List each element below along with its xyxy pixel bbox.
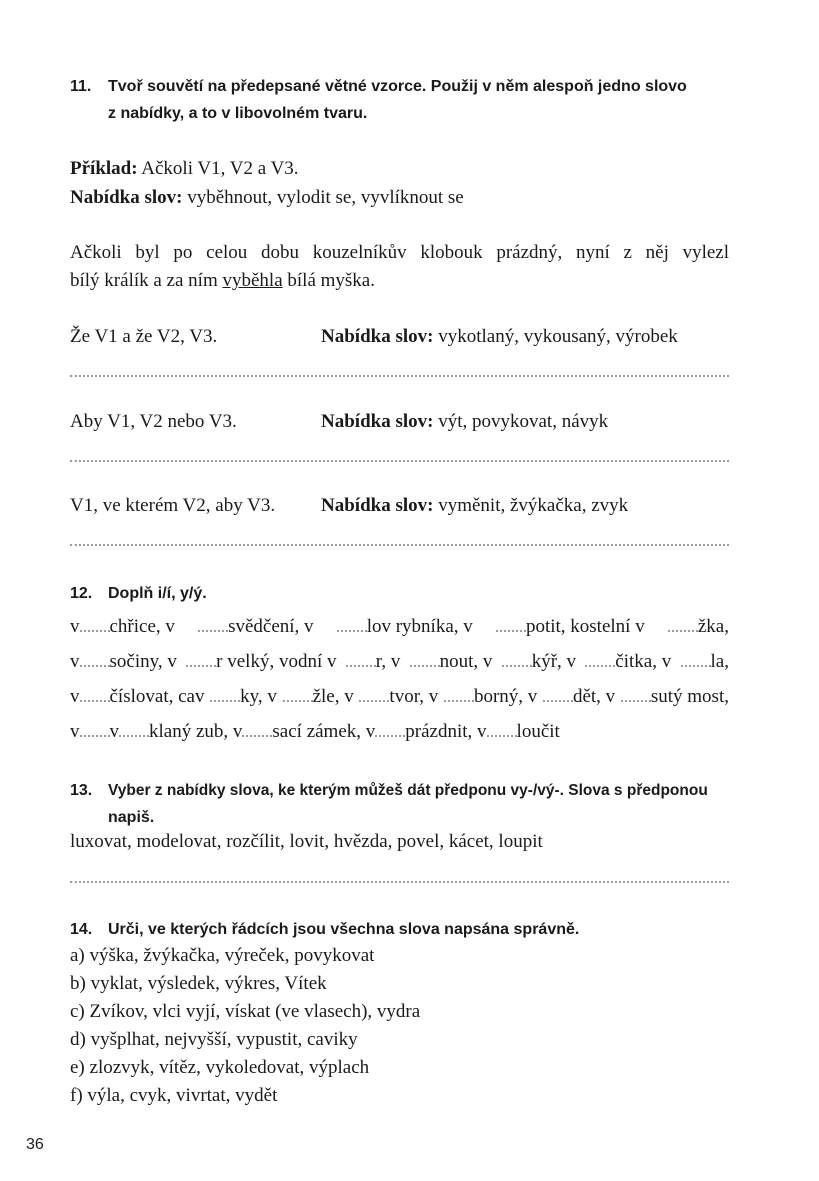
option-a[interactable]: a) výška, žvýkačka, výreček, povykovat (70, 945, 375, 966)
blank[interactable] (80, 664, 110, 667)
task-instruction: Doplň i/í, y/ý. (108, 585, 207, 602)
task-14-heading (70, 916, 770, 943)
offer-label: Nabídka slov: (321, 326, 434, 347)
example-sentence-part: bílá myška. (282, 270, 375, 291)
answer-line-2[interactable] (70, 460, 729, 462)
option-c[interactable]: c) Zvíkov, vlci vyjí, vískat (ve vlasech), vydra (70, 1001, 421, 1022)
fill-segment: žle, v (283, 686, 354, 708)
offer-words: luxovat, modelovat, rozčílit, lovit, hvězda, povel, kácet, loupit (70, 831, 543, 852)
example-sentence-part: bílý králík a za ním (70, 270, 223, 291)
example-line (70, 158, 299, 180)
blank[interactable] (502, 664, 532, 667)
task-12-heading (70, 580, 770, 607)
fill-segment: žka, (668, 616, 729, 638)
blank[interactable] (80, 734, 110, 737)
fill-segment: r velký, vodní v (186, 651, 336, 673)
task-instruction-line-2: napiš. (108, 809, 155, 826)
fill-segment: nout, v (410, 651, 493, 673)
task-number: 13. (70, 782, 93, 799)
pattern: Aby V1, V2 nebo V3. (70, 411, 237, 432)
pattern-row-3-offer (321, 495, 628, 517)
task-instruction: Urči, ve kterých řádcích jsou všechna slova napsána správně. (108, 921, 580, 938)
fill-line-4: v v klaný zub, v sací zámek, v prázdnit, v loučit (70, 721, 560, 742)
pattern-row-1-offer (321, 326, 678, 348)
fill-segment: čitka, v (585, 651, 671, 673)
blank[interactable] (198, 629, 228, 632)
blank[interactable] (681, 664, 711, 667)
task-13-heading (70, 777, 790, 831)
pattern-row-2 (70, 411, 237, 433)
example-label: Příklad: (70, 158, 138, 179)
fill-segment: dět, v (543, 686, 615, 708)
task-number: 11. (70, 78, 92, 95)
offer-words: vykotlaný, vykousaný, výrobek (433, 326, 678, 347)
fill-segment: svědčení, v (198, 616, 313, 638)
task-instruction-line-2: z nabídky, a to v libovolném tvaru. (108, 105, 368, 122)
blank[interactable] (119, 734, 149, 737)
blank[interactable] (621, 699, 651, 702)
offer-label: Nabídka slov: (321, 411, 434, 432)
fill-segment: v chřice, v (70, 616, 175, 637)
task-instruction-line-1: Vyber z nabídky slova, ke kterým můžeš dát předponu vy-/vý-. Slova s předponou (108, 782, 708, 799)
answer-line[interactable] (70, 881, 729, 883)
example-offer-words: vyběhnout, vylodit se, vyvlíknout se (182, 187, 464, 208)
fill-segment: kýř, v (502, 651, 576, 673)
blank[interactable] (668, 629, 698, 632)
pattern-row-1 (70, 326, 217, 348)
fill-segment: r, v (346, 651, 401, 673)
offer-label: Nabídka slov: (321, 495, 434, 516)
option-e[interactable]: e) zlozvyk, vítěz, vykoledovat, výplach (70, 1057, 370, 1078)
answer-line-3[interactable] (70, 544, 729, 546)
blank[interactable] (346, 664, 376, 667)
pattern-row-2-offer (321, 411, 608, 433)
blank[interactable] (543, 699, 573, 702)
blank[interactable] (80, 699, 110, 702)
task-11-heading (70, 73, 770, 129)
blank[interactable] (186, 664, 216, 667)
blank[interactable] (283, 699, 313, 702)
offer-label: Nabídka slov: (70, 187, 183, 208)
offer-words: vyměnit, žvýkačka, zvyk (433, 495, 629, 516)
pattern: V1, ve kterém V2, aby V3. (70, 495, 276, 516)
fill-segment: potit, kostelní v (496, 616, 645, 638)
pattern-row-3 (70, 495, 275, 517)
fill-segment: borný, v (444, 686, 537, 708)
fill-segment: sutý most, (621, 686, 729, 708)
fill-line-2 (70, 651, 729, 673)
fill-line-3 (70, 686, 729, 708)
fill-segment: tvor, v (359, 686, 438, 708)
option-f[interactable]: f) výla, cvyk, vivrtat, vydět (70, 1085, 278, 1106)
fill-segment: lov rybníka, v (337, 616, 473, 638)
pattern: Že V1 a že V2, V3. (70, 326, 218, 347)
example-offer-line (70, 187, 464, 209)
blank[interactable] (496, 629, 526, 632)
blank[interactable] (80, 629, 110, 632)
task-instruction-line-1: Tvoř souvětí na předepsané větné vzorce. Použij v něm alespoň jedno slovo (108, 78, 687, 95)
task-number: 14. (70, 921, 93, 938)
page-number: 36 (26, 1136, 44, 1153)
blank[interactable] (410, 664, 440, 667)
blank[interactable] (375, 734, 405, 737)
answer-line-1[interactable] (70, 375, 729, 377)
fill-line-1 (70, 616, 729, 638)
fill-segment: v číslovat, cav (70, 686, 205, 707)
option-d[interactable]: d) vyšplhat, nejvyšší, vypustit, caviky (70, 1029, 358, 1050)
underlined-word: vyběhla (222, 270, 283, 291)
task-number: 12. (70, 585, 93, 602)
blank[interactable] (359, 699, 389, 702)
blank[interactable] (444, 699, 474, 702)
option-b[interactable]: b) vyklat, výsledek, výkres, Vítek (70, 973, 327, 994)
blank[interactable] (242, 734, 272, 737)
example-pattern: Ačkoli V1, V2 a V3. (137, 158, 299, 179)
offer-words: výt, povykovat, návyk (433, 411, 609, 432)
fill-segment: la, (681, 651, 729, 673)
blank[interactable] (585, 664, 615, 667)
fill-segment: ky, v (210, 686, 277, 708)
blank[interactable] (337, 629, 367, 632)
example-sentence-line-1: Ačkoli byl po celou dobu kouzelníkův klobouk prázdný, nyní z něj vylezl (70, 242, 729, 263)
blank[interactable] (210, 699, 240, 702)
blank[interactable] (487, 734, 517, 737)
fill-segment: v sočiny, v (70, 651, 177, 672)
example-sentence-line-2 (70, 270, 375, 292)
